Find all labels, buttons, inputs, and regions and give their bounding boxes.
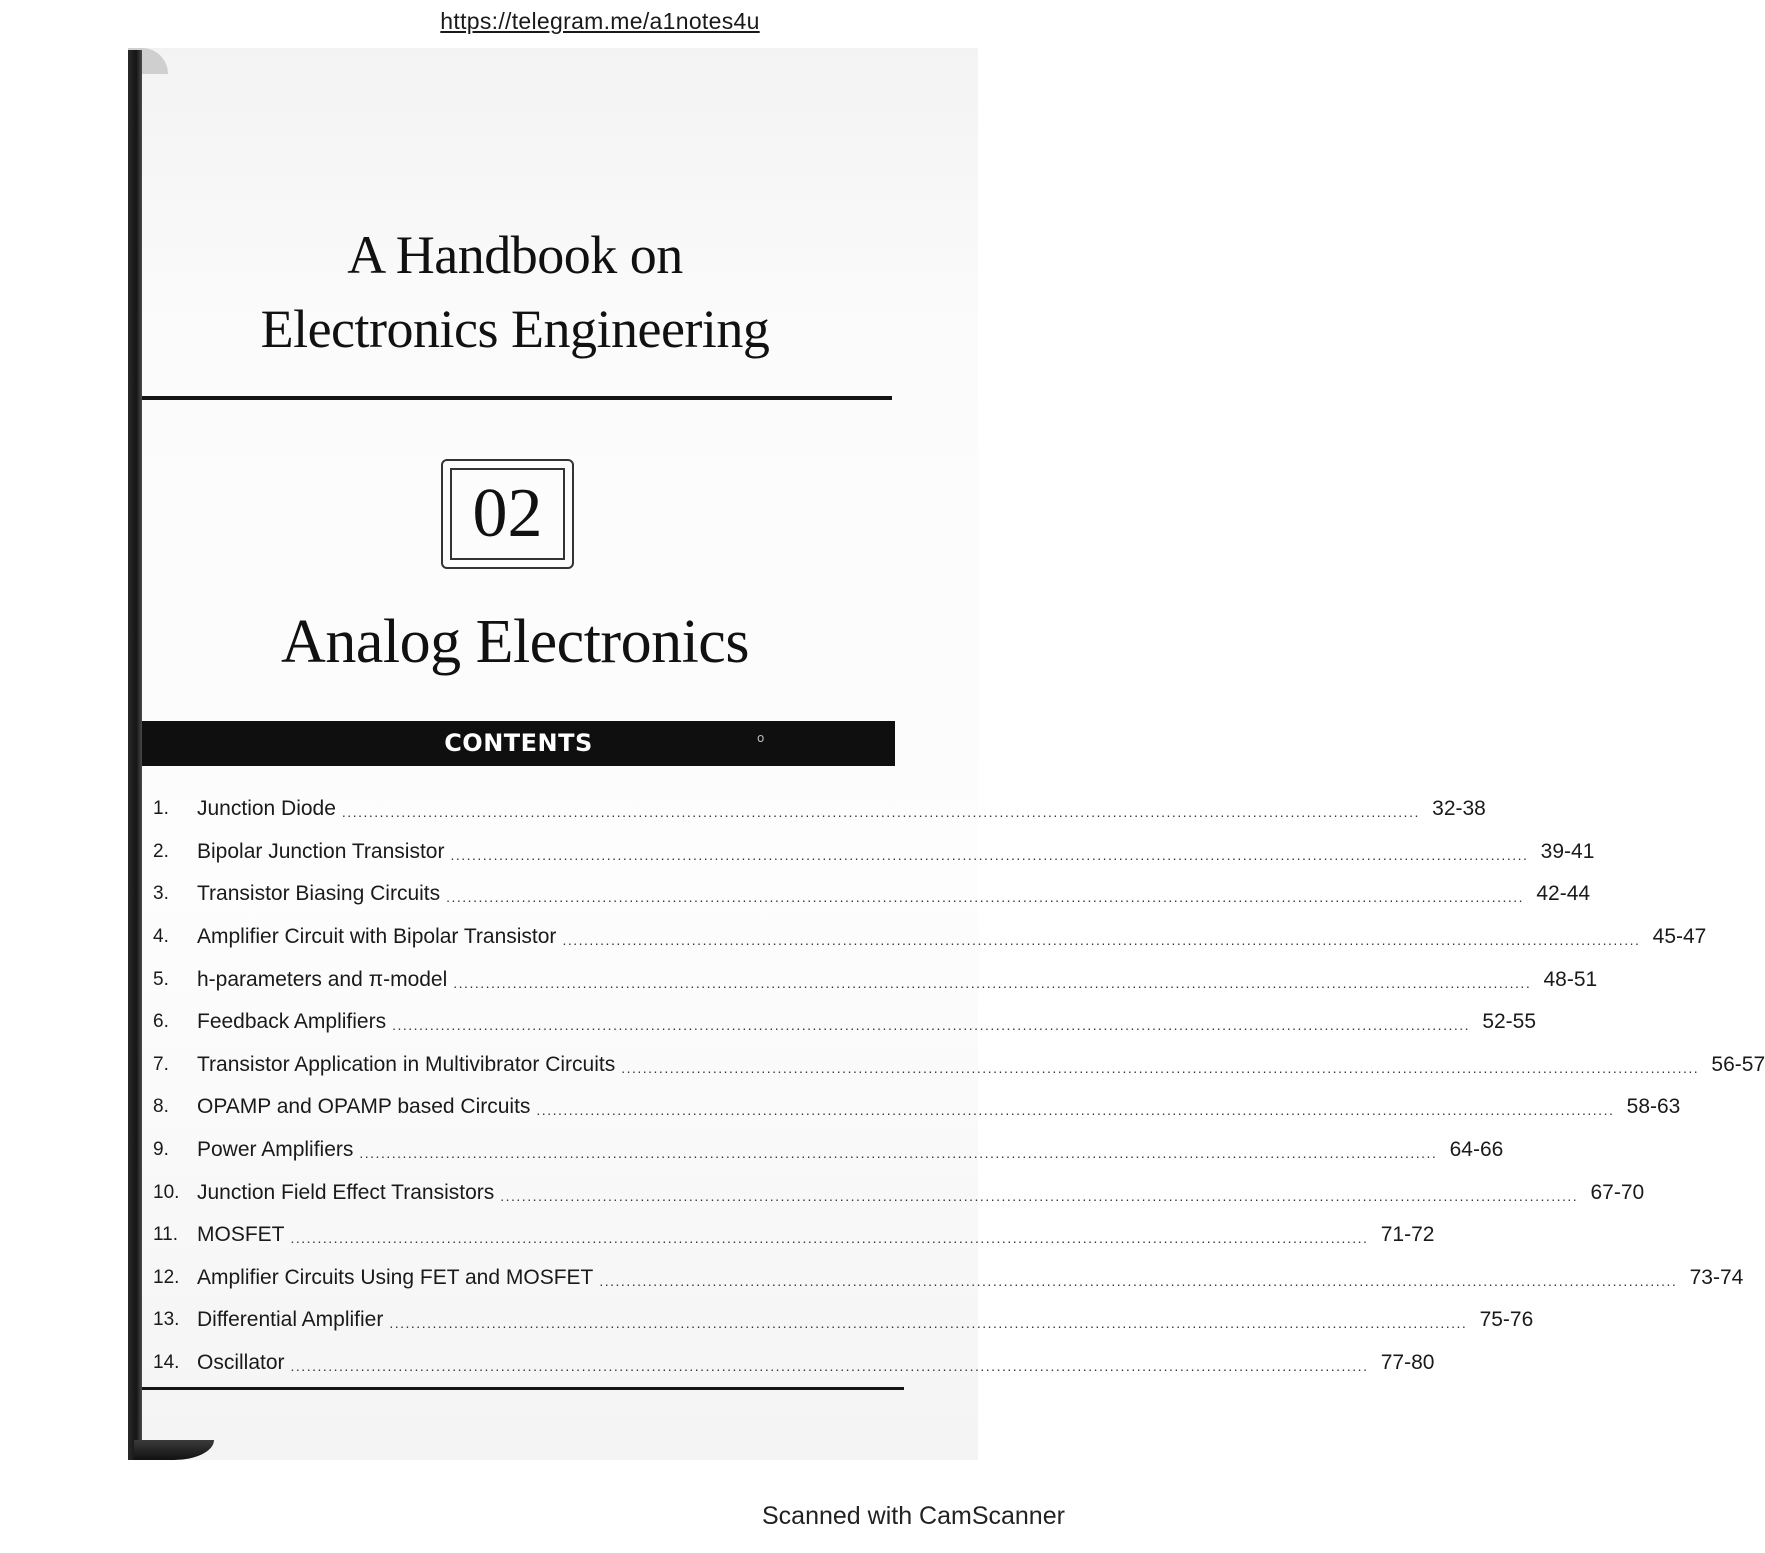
toc-entry-title: Differential Amplifier bbox=[197, 1308, 384, 1332]
toc-entry-number: 1. bbox=[153, 798, 169, 820]
toc-leader-dots: ........................................................................................................................................................................................................ bbox=[450, 846, 1529, 863]
toc-entry bbox=[153, 1257, 1744, 1300]
toc-entry bbox=[153, 1129, 1504, 1172]
book-spine-shadow bbox=[128, 50, 142, 1460]
toc-entry-number: 6. bbox=[153, 1011, 169, 1033]
toc-entry-title: Feedback Amplifiers bbox=[197, 1010, 387, 1034]
toc-entry bbox=[153, 1214, 1435, 1257]
toc-entry-title: Oscillator bbox=[197, 1351, 285, 1375]
toc-leader-dots: ........................................................................................................................................................................................................ bbox=[453, 974, 1532, 991]
toc-leader-dots: ........................................................................................................................................................................................................ bbox=[359, 1145, 1438, 1162]
toc-entry-pages: 58-63 bbox=[1626, 1095, 1681, 1119]
telegram-link[interactable]: https://telegram.me/a1notes4u bbox=[440, 8, 760, 34]
toc-leader-dots: ........................................................................................................................................................................................................ bbox=[446, 889, 1525, 906]
toc-entry-pages: 48-51 bbox=[1543, 967, 1598, 991]
toc-entry-number: 5. bbox=[153, 968, 169, 990]
toc-entry-pages: 56-57 bbox=[1711, 1052, 1765, 1076]
contents-bottom-rule bbox=[142, 1387, 904, 1390]
toc-entry bbox=[153, 1044, 1765, 1087]
toc-entry-pages: 73-74 bbox=[1689, 1265, 1744, 1289]
toc-entry-title: Transistor Application in Multivibrator Circuits bbox=[197, 1052, 616, 1076]
table-of-contents bbox=[153, 788, 1765, 1384]
toc-entry-number: 10. bbox=[153, 1181, 180, 1203]
toc-leader-dots: ........................................................................................................................................................................................................ bbox=[389, 1315, 1468, 1332]
toc-entry bbox=[153, 831, 1595, 874]
toc-entry-title: OPAMP and OPAMP based Circuits bbox=[197, 1095, 531, 1119]
toc-leader-dots: ........................................................................................................................................................................................................ bbox=[621, 1059, 1700, 1076]
toc-entry-number: 2. bbox=[153, 840, 169, 862]
toc-entry-pages: 71-72 bbox=[1380, 1223, 1435, 1247]
toc-leader-dots: ........................................................................................................................................................................................................ bbox=[392, 1017, 1471, 1034]
toc-entry-number: 8. bbox=[153, 1096, 169, 1118]
toc-entry bbox=[153, 1171, 1645, 1214]
toc-entry-pages: 64-66 bbox=[1449, 1138, 1504, 1162]
contents-heading: CONTENTS bbox=[142, 721, 895, 766]
book-title-line-2: Electronics Engineering bbox=[260, 299, 770, 359]
toc-entry bbox=[153, 1299, 1534, 1342]
toc-entry-title: Transistor Biasing Circuits bbox=[197, 882, 441, 906]
toc-entry-number: 11. bbox=[153, 1224, 179, 1246]
toc-entry-title: Amplifier Circuits Using FET and MOSFET bbox=[197, 1265, 594, 1289]
toc-leader-dots: ........................................................................................................................................................................................................ bbox=[341, 804, 1420, 821]
toc-entry-title: Junction Diode bbox=[197, 797, 336, 821]
toc-entry bbox=[153, 1086, 1681, 1129]
toc-entry-number: 3. bbox=[153, 883, 169, 905]
toc-entry bbox=[153, 1342, 1435, 1385]
toc-entry-title: Bipolar Junction Transistor bbox=[197, 839, 445, 863]
toc-entry bbox=[153, 1001, 1537, 1044]
toc-entry bbox=[153, 916, 1707, 959]
toc-entry-pages: 75-76 bbox=[1479, 1308, 1534, 1332]
title-divider bbox=[142, 396, 892, 400]
toc-leader-dots: ........................................................................................................................................................................................................ bbox=[290, 1358, 1369, 1375]
toc-entry-title: MOSFET bbox=[197, 1223, 285, 1247]
book-title-line-1: A Handbook on bbox=[347, 225, 683, 285]
toc-entry-pages: 67-70 bbox=[1590, 1180, 1645, 1204]
toc-entry-title: h-parameters and π-model bbox=[197, 967, 448, 991]
toc-entry-pages: 45-47 bbox=[1652, 925, 1707, 949]
toc-leader-dots: ........................................................................................................................................................................................................ bbox=[290, 1230, 1369, 1247]
toc-entry-number: 12. bbox=[153, 1266, 180, 1288]
scanner-watermark: Scanned with CamScanner bbox=[762, 1502, 1065, 1530]
toc-entry bbox=[153, 873, 1591, 916]
toc-leader-dots: ........................................................................................................................................................................................................ bbox=[562, 932, 1641, 949]
toc-entry-number: 9. bbox=[153, 1139, 169, 1161]
toc-entry-pages: 77-80 bbox=[1380, 1351, 1435, 1375]
speck-mark: o bbox=[757, 731, 765, 745]
toc-entry-pages: 52-55 bbox=[1482, 1010, 1537, 1034]
toc-entry-pages: 32-38 bbox=[1432, 797, 1486, 821]
chapter-title: Analog Electronics bbox=[281, 608, 749, 676]
toc-entry-pages: 39-41 bbox=[1540, 839, 1595, 863]
toc-entry-title: Junction Field Effect Transistors bbox=[197, 1180, 495, 1204]
toc-entry-number: 13. bbox=[153, 1309, 180, 1331]
toc-entry bbox=[153, 788, 1486, 831]
toc-entry bbox=[153, 958, 1598, 1001]
toc-entry-title: Amplifier Circuit with Bipolar Transistor bbox=[197, 925, 557, 949]
chapter-number-box bbox=[441, 459, 574, 569]
toc-entry-number: 4. bbox=[153, 926, 169, 948]
toc-leader-dots: ........................................................................................................................................................................................................ bbox=[599, 1272, 1678, 1289]
chapter-number: 02 bbox=[450, 468, 565, 560]
toc-entry-title: Power Amplifiers bbox=[197, 1138, 354, 1162]
toc-leader-dots: ........................................................................................................................................................................................................ bbox=[536, 1102, 1615, 1119]
toc-entry-number: 7. bbox=[153, 1053, 169, 1075]
toc-entry-pages: 42-44 bbox=[1536, 882, 1591, 906]
toc-leader-dots: ........................................................................................................................................................................................................ bbox=[500, 1187, 1579, 1204]
toc-entry-number: 14. bbox=[153, 1352, 180, 1374]
